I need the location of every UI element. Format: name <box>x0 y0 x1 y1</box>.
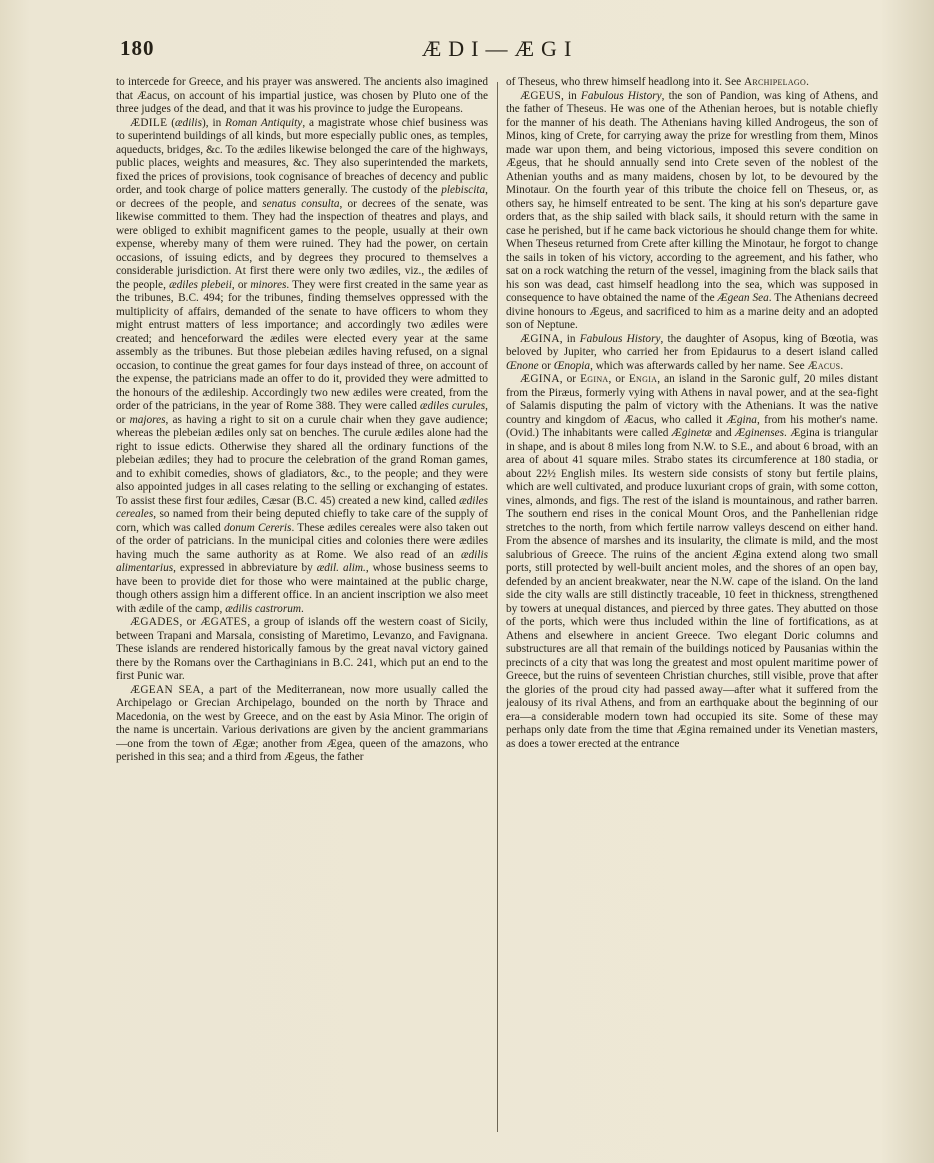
latin-term: ædilis <box>174 116 202 129</box>
aeacus-continuation: to intercede for Greece, and his prayer was answered. The ancients also imagined that Æacus, on account of his impartial justice, was chosen by Pluto one of the three judges of the dead, and that it was his province to judge the Europeans. <box>116 76 488 115</box>
headword: ÆGINA <box>520 373 560 385</box>
aegean-continuation: of Theseus, who threw himself headlong into it. See Archipelago. <box>506 76 809 88</box>
left-column <box>116 76 488 1136</box>
headword: ÆGINA <box>520 332 560 345</box>
entry-aegina-island: ÆGINA, or Egina, or Engia, an island in the Saronic gulf, 20 miles distant from the Piræus, formerly vying with Athens in naval power, and at the sea-fight of Salamis disputing the palm of victory with the Athenians. It was the native country and kingdom of Æacus, who called it Ægina, from his mother's name. (Ovid.) The inhabitants were called Æginetæ and Æginenses. Ægina is triangular in shape, and is about 8 miles long from N.W. to S.E., and about 6 broad, with an area of about 41 square miles. Strabo states its circumference at 180 stadia, or about 22½ English miles. Its western side consists of stony but fertile plains, which are well cultivated, and produce luxuriant crops of grain, with some cotton, vines, almonds, and figs. The rest of the island is mountainous, and rather barren. The southern end rises in the conical Mount Oros, and the Panhellenian ridge stretches to the north, from which fertile narrow valleys descend on either hand. From the absence of marshes and its insularity, the climate is mild, and the most salubrious of Greece. The ruins of the ancient Ægina extend along two small ports, still protected by well-built ancient moles, and the shores of an open bay, defended by an ancient breakwater, near the N.W. cape of the island. On the land side the city walls are still distinctly traceable, 10 feet in thickness, strengthened by towers at unequal distances, and pierced by three gates. They abutted on those of the ports, which were thus included within the line of fortifications, as at Athens and elsewhere in ancient Greece. Two elegant Doric columns and substructures are all that remain of the buildings noticed by Pausanias within the precincts of a city that was long the greatest and most opulent maritime power of Greece, but the ruins of seventeen Christian churches, still visible, prove that after the glories of the proud city had passed away—after what it suffered from the jealousy of its rival Athens, and from an earthquake about the beginning of our era—a considerable modern town had occupied its site. Some of these may perhaps only date from the time that Ægina remained under its Venetian masters, as does a tower erected at the entrance <box>506 373 878 750</box>
entry-aedile: ÆDILE (ædilis), in Roman Antiquity, a magistrate whose chief business was to superintend buildings of all kinds, but more especially public ones, as temples, aqueducts, bridges, &c. To the ædiles likewise belonged the care of the highways, public places, weights and measures, &c. They also superintended the markets, fixed the prices of provisions, took cognisance of breaches of decency and public order, and took charge of police matters generally. The custody of the plebiscita, or decrees of the people, and senatus consulta, or decrees of the senate, was likewise committed to them. They had the inspection of theatres and plays, and were obliged to exhibit magnificent games to the people, usually at their own expense, whereby many of them were ruined. They had the power, on certain occasions, of issuing edicts, and by degrees they procured to themselves a considerable jurisdiction. At first there were only two ædiles, viz., the ædiles of the people, ædiles plebeii, or minores. They were first created in the same year as the tribunes, B.C. 494; for the tribunes, finding themselves oppressed with the multiplicity of affairs, demanded of the senate to have officers to whom they might entrust matters of less importance; and accordingly two ædiles were created; and henceforward the ædiles were elected every year at the same assembly as the tribunes. But those plebeian ædiles having refused, on a signal occasion, to continue the great games for four days instead of three, on account of the expense, the patricians made an offer to do it, provided they were admitted to the honours of the ædileship. Accordingly two new ædiles were created, from the order of the patricians, in the year of Rome 388. They were called ædiles curules, or majores, as having a right to sit on a curule chair when they gave audience; whereas the plebeian ædiles only sat on benches. The curule ædiles alone had the right to issue edicts. Otherwise they shared all the ordinary functions of the plebeian ædiles; they had to procure the celebration of the grand Roman games, and to exhibit comedies, shows of gladiators, &c., to the people; and they were also appointed judges in all cases relating to the selling or exchanging of estates. To assist these first four ædiles, Cæsar (B.C. 45) created a new kind, called ædiles cereales, so named from their being deputed chiefly to take care of the supply of corn, which was called donum Cereris. These ædiles cereales were also taken out of the order of patricians. In the municipal cities and colonies there were ædiles having much the same authority as at Rome. We also read of an ædilis alimentarius, expressed in abbreviature by ædil. alim., whose business seems to have been to provide diet for those who were maintained at the public charge, though others assign him a different office. In an ancient inscription we also meet with ædile of the camp, ædilis castrorum. <box>116 116 488 615</box>
subject-label: Roman Antiquity <box>225 116 303 129</box>
subject-label: Fabulous History <box>580 89 662 102</box>
headword: ÆDILE <box>130 116 168 129</box>
headword: ÆGEAN SEA <box>130 683 201 696</box>
page-number: 180 <box>120 36 155 60</box>
headword: ÆGADES <box>130 616 180 628</box>
cross-reference: Archipelago <box>743 76 807 88</box>
subject-label: Fabulous History <box>579 332 661 345</box>
entry-aegeus: ÆGEUS, in Fabulous History, the son of Pandion, was king of Athens, and the father of Theseus. He was one of the Athenian heroes, but is notable chiefly for the manner of his death. The Athenians having killed Androgeus, the son of Minos, king of Crete, for carrying away the prize for wrestling from them, Minos made war upon them, and being victorious, imposed this severe condition on Ægeus, that he should annually send into Crete seven of the noblest of the Athenian youths and as many maidens, chosen by lot, to be devoured by the Minotaur. On the fourth year of this tribute the choice fell on Theseus, or, as others say, he himself entreated to be sent. The king at his son's departure gave orders that, as the ship sailed with black sails, it should return with the same in case he perished, but if he came back victorious he should change them for white. When Theseus returned from Crete after killing the Minotaur, he forgot to change the sails in token of his victory, according to the agreement, and his father, who sat on a rock watching the return of the vessel, imagining from the black sails that his son was dead, cast himself headlong into the sea, which was supposed in consequence to have obtained the name of the Ægean Sea. The Athenians decreed divine honours to Ægeus, and sacrificed to him as a marine deity and an adopted son of Neptune. <box>506 89 878 331</box>
page-header <box>120 36 880 76</box>
running-head: ÆDI—ÆGI <box>421 36 579 61</box>
column-rule <box>497 82 498 1132</box>
entry-aegades: ÆGADES, or ÆGATES, a group of islands off the western coast of Sicily, between Trapani and Marsala, consisting of Maretimo, Levanzo, and Favignana. These islands are rendered historically famous by the great naval victory gained there by the Romans over the Carthaginians in B.C. 241, which put an end to the first Punic war. <box>116 616 488 682</box>
right-column <box>506 76 878 1136</box>
entry-aegean-sea: ÆGEAN SEA, a part of the Mediterranean, now more usually called the Archipelago or Grecian Archipelago, bounded on the north by Thrace and Macedonia, on the west by Greece, and on the east by Asia Minor. The origin of the name is uncertain. Various derivations are given by the ancient grammarians—one from the town of Ægæ; another from Ægea, queen of the amazons, who perished in this sea; and a third from Ægeus, the father <box>116 683 488 763</box>
cross-reference: Æacus <box>807 359 841 372</box>
entry-aegina-myth: ÆGINA, in Fabulous History, the daughter of Asopus, king of Bœotia, was beloved by Jupiter, who carried her from Epidaurus to a desert island called Œnone or Œnopia, which was afterwards called by her name. See Æacus. <box>506 332 878 372</box>
headword: ÆGEUS <box>520 89 562 102</box>
